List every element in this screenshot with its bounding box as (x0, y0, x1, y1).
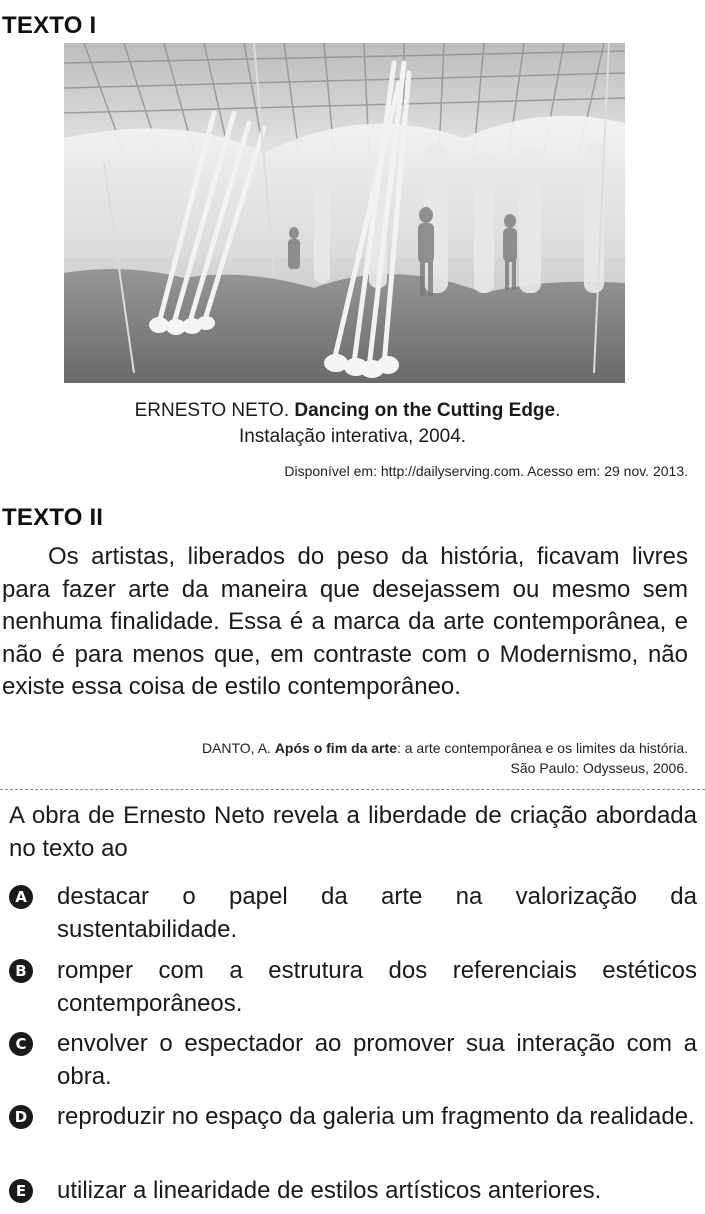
caption-period: . (555, 400, 561, 421)
ref-rest: : a arte contemporânea e os limites da história. (396, 740, 688, 756)
option-c-text: envolver o espectador ao promover sua interação com a obra. (57, 1030, 697, 1090)
caption-line2: Instalação interativa, 2004. (238, 426, 467, 447)
ref-line2: São Paulo: Odysseus, 2006. (510, 760, 688, 776)
question-stem: A obra de Ernesto Neto revela a liberdade de criação abordada no texto ao (9, 802, 697, 862)
option-e-letter-icon: E (9, 1179, 33, 1203)
option-a-letter-icon: A (9, 885, 33, 909)
option-c-letter-icon: C (9, 1032, 33, 1056)
option-d-text: reproduzir no espaço da galeria um fragmento da realidade. (57, 1103, 695, 1130)
ref-author: DANTO, A. (201, 740, 271, 756)
ref-title: Após o fim da arte (274, 740, 397, 756)
installation-photo (64, 43, 625, 383)
option-e-text: utilizar a linearidade de estilos artísticos anteriores. (57, 1177, 602, 1204)
texto-i-heading: TEXTO I (2, 12, 97, 39)
option-b-letter-icon: B (9, 959, 33, 983)
dashed-divider (0, 789, 705, 790)
caption-author: ERNESTO NETO. (134, 400, 290, 421)
option-d-letter-icon: D (9, 1105, 33, 1129)
option-a-text: destacar o papel da arte na valorização da sustentabilidade. (57, 883, 697, 943)
image-source: Disponível em: http://dailyserving.com. Acesso em: 29 nov. 2013. (284, 463, 688, 479)
option-b-text: romper com a estrutura dos referenciais estéticos contemporâneos. (57, 957, 697, 1017)
caption-title: Dancing on the Cutting Edge (294, 400, 556, 421)
texto-ii-heading: TEXTO II (2, 504, 104, 531)
image-caption (0, 398, 705, 450)
texto-ii-reference (48, 738, 688, 778)
texto-ii-paragraph: Os artistas, liberados do peso da história, ficavam livres para fazer arte da maneira que desejassem ou mesmo sem nenhuma finalidade. Essa é a marca da arte contemporânea, e não é para menos que, em contraste com o Modernismo, não existe essa coisa de estilo contemporâneo. (2, 543, 688, 700)
